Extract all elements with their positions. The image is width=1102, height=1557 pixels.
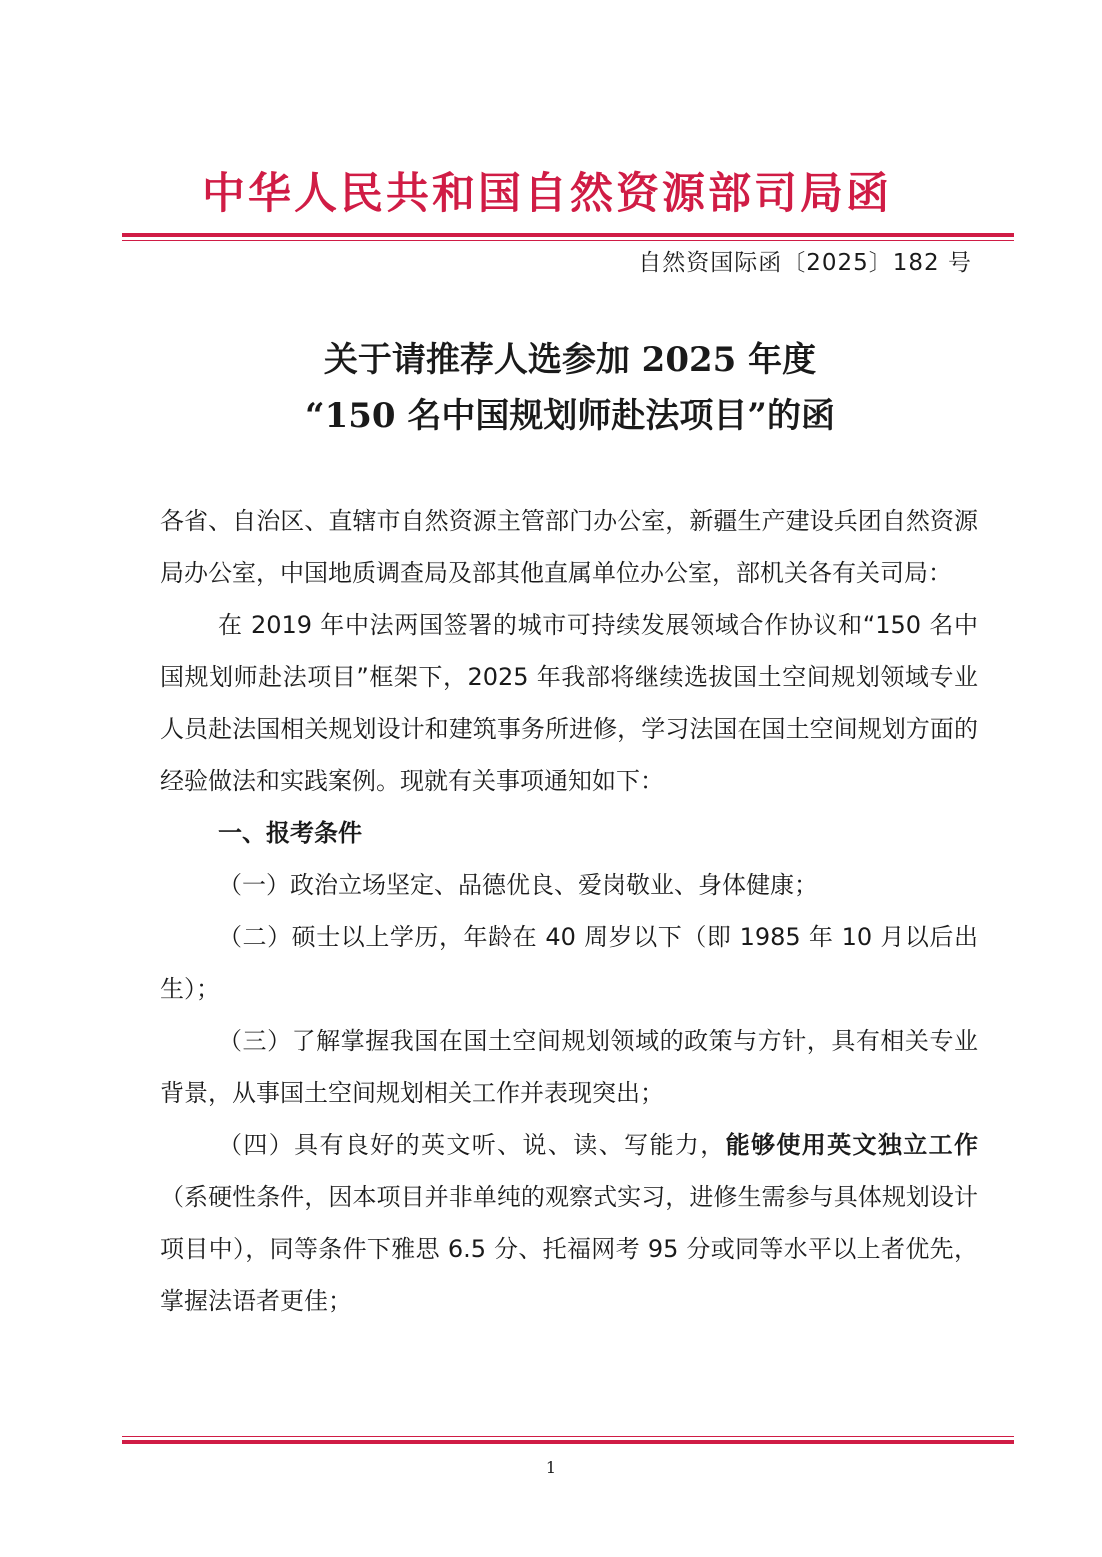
page-number: 1 [545, 1458, 557, 1477]
document-body [160, 495, 978, 1327]
header-rule-thick [122, 233, 1014, 237]
footer-rule-thick [122, 1440, 1014, 1444]
header-rule-thin [122, 240, 1014, 241]
document-number: 自然资国际函〔2025〕182 号 [638, 250, 972, 276]
condition-1: （一）政治立场坚定、品德优良、爱岗敬业、身体健康； [218, 871, 818, 899]
agency-masthead: 中华人民共和国自然资源部司局函 [202, 169, 892, 219]
condition-4 [160, 1119, 978, 1327]
condition-4-emphasis: 能够使用英文独立工作 [725, 1131, 979, 1159]
title-line-1: 关于请推荐人选参加 2025 年度 [323, 340, 817, 380]
salutation: 各省、自治区、直辖市自然资源主管部门办公室，新疆生产建设兵团自然资源局办公室，中国地质调查局及部其他直属单位办公室，部机关各有关司局： [160, 507, 978, 587]
footer-rule-thin [122, 1436, 1014, 1437]
intro-paragraph: 在 2019 年中法两国签署的城市可持续发展领域合作协议和“150 名中国规划师赴法项目”框架下，2025 年我部将继续选拔国土空间规划领域专业人员赴法国相关规划设计和建筑事务所进修，学习法国在国土空间规划方面的经验做法和实践案例。现就有关事项通知如下： [160, 611, 978, 795]
title-line-2: “150 名中国规划师赴法项目”的函 [305, 396, 835, 436]
condition-4-text-start: （四）具有良好的英文听、说、读、写能力， [218, 1131, 726, 1159]
condition-2: （二）硕士以上学历，年龄在 40 周岁以下（即 1985 年 10 月以后出生）； [160, 923, 978, 1003]
condition-4-text-end: （系硬性条件，因本项目并非单纯的观察式实习，进修生需参与具体规划设计项目中），同等条件下雅思 6.5 分、托福网考 95 分或同等水平以上者优先，掌握法语者更佳； [160, 1183, 978, 1315]
section-heading-1: 一、报考条件 [218, 819, 362, 847]
condition-3: （三）了解掌握我国在国土空间规划领域的政策与方针，具有相关专业背景，从事国土空间规划相关工作并表现突出； [160, 1027, 978, 1107]
document-title [160, 332, 980, 444]
